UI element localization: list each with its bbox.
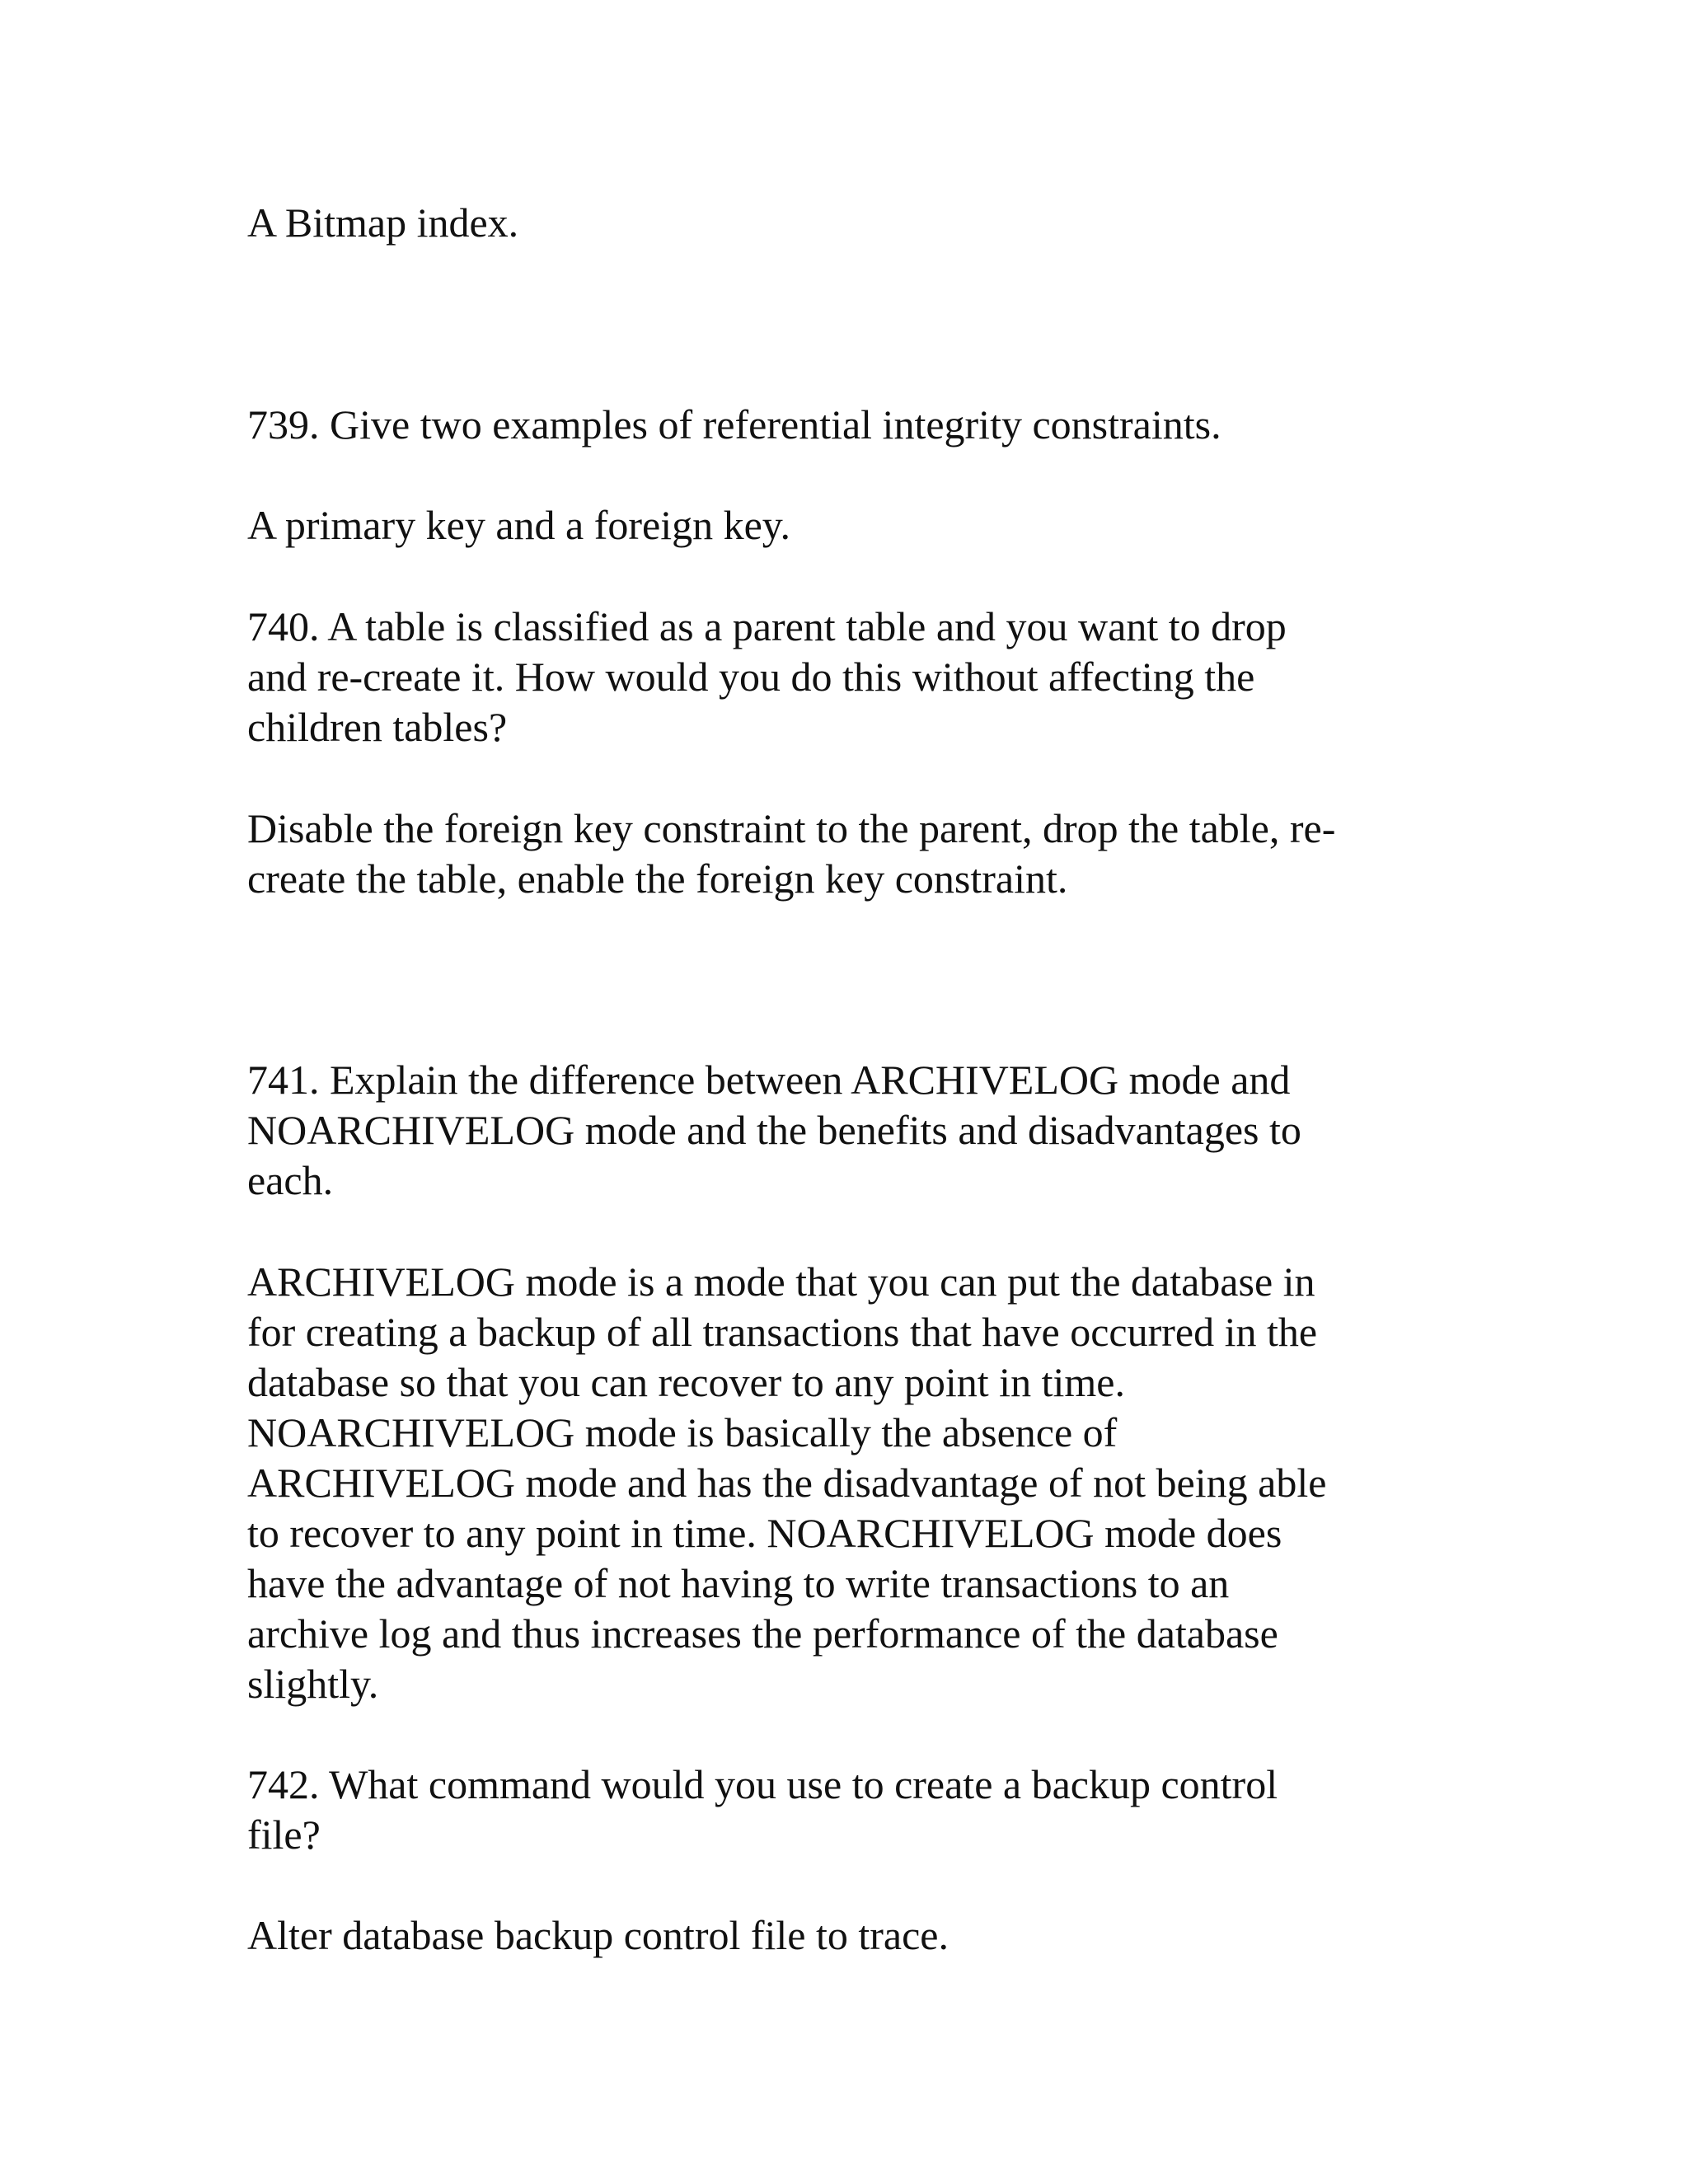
- text-line: each.: [247, 1157, 334, 1203]
- text-line: ARCHIVELOG mode and has the disadvantage of not being able: [247, 1460, 1327, 1506]
- text-line: and re-create it. How would you do this without affecting the: [247, 654, 1255, 700]
- text-line: archive log and thus increases the performance of the database: [247, 1610, 1278, 1657]
- text-line: NOARCHIVELOG mode is basically the absence of: [247, 1409, 1118, 1455]
- text-line: A primary key and a foreign key.: [247, 502, 791, 548]
- answer-paragraph: [247, 500, 1484, 551]
- text-line: ARCHIVELOG mode is a mode that you can put the database in: [247, 1258, 1315, 1305]
- answer-paragraph: [247, 1910, 1484, 1961]
- text-line: for creating a backup of all transactions that have occurred in the: [247, 1309, 1318, 1355]
- question-paragraph: [247, 400, 1484, 450]
- text-line: 742. What command would you use to create a backup control: [247, 1761, 1278, 1807]
- question-paragraph: [247, 602, 1484, 752]
- answer-paragraph: [247, 198, 1484, 248]
- question-paragraph: [247, 1055, 1484, 1206]
- question-paragraph: [247, 1760, 1484, 1860]
- text-line: A Bitmap index.: [247, 199, 519, 246]
- answer-paragraph: [247, 1257, 1484, 1709]
- text-line: Alter database backup control file to trace.: [247, 1912, 950, 1958]
- text-line: slightly.: [247, 1661, 379, 1707]
- text-line: children tables?: [247, 704, 508, 750]
- answer-paragraph: [247, 804, 1484, 904]
- text-line: 741. Explain the difference between ARCHIVELOG mode and: [247, 1057, 1291, 1103]
- text-line: 739. Give two examples of referential integrity constraints.: [247, 401, 1221, 448]
- text-line: Disable the foreign key constraint to the parent, drop the table, re-: [247, 805, 1336, 851]
- text-line: to recover to any point in time. NOARCHIVELOG mode does: [247, 1510, 1282, 1556]
- text-line: NOARCHIVELOG mode and the benefits and disadvantages to: [247, 1107, 1301, 1153]
- text-line: create the table, enable the foreign key constraint.: [247, 855, 1068, 902]
- text-line: file?: [247, 1811, 321, 1858]
- text-line: database so that you can recover to any point in time.: [247, 1359, 1125, 1405]
- text-line: 740. A table is classified as a parent table and you want to drop: [247, 603, 1287, 649]
- text-line: have the advantage of not having to write transactions to an: [247, 1560, 1230, 1606]
